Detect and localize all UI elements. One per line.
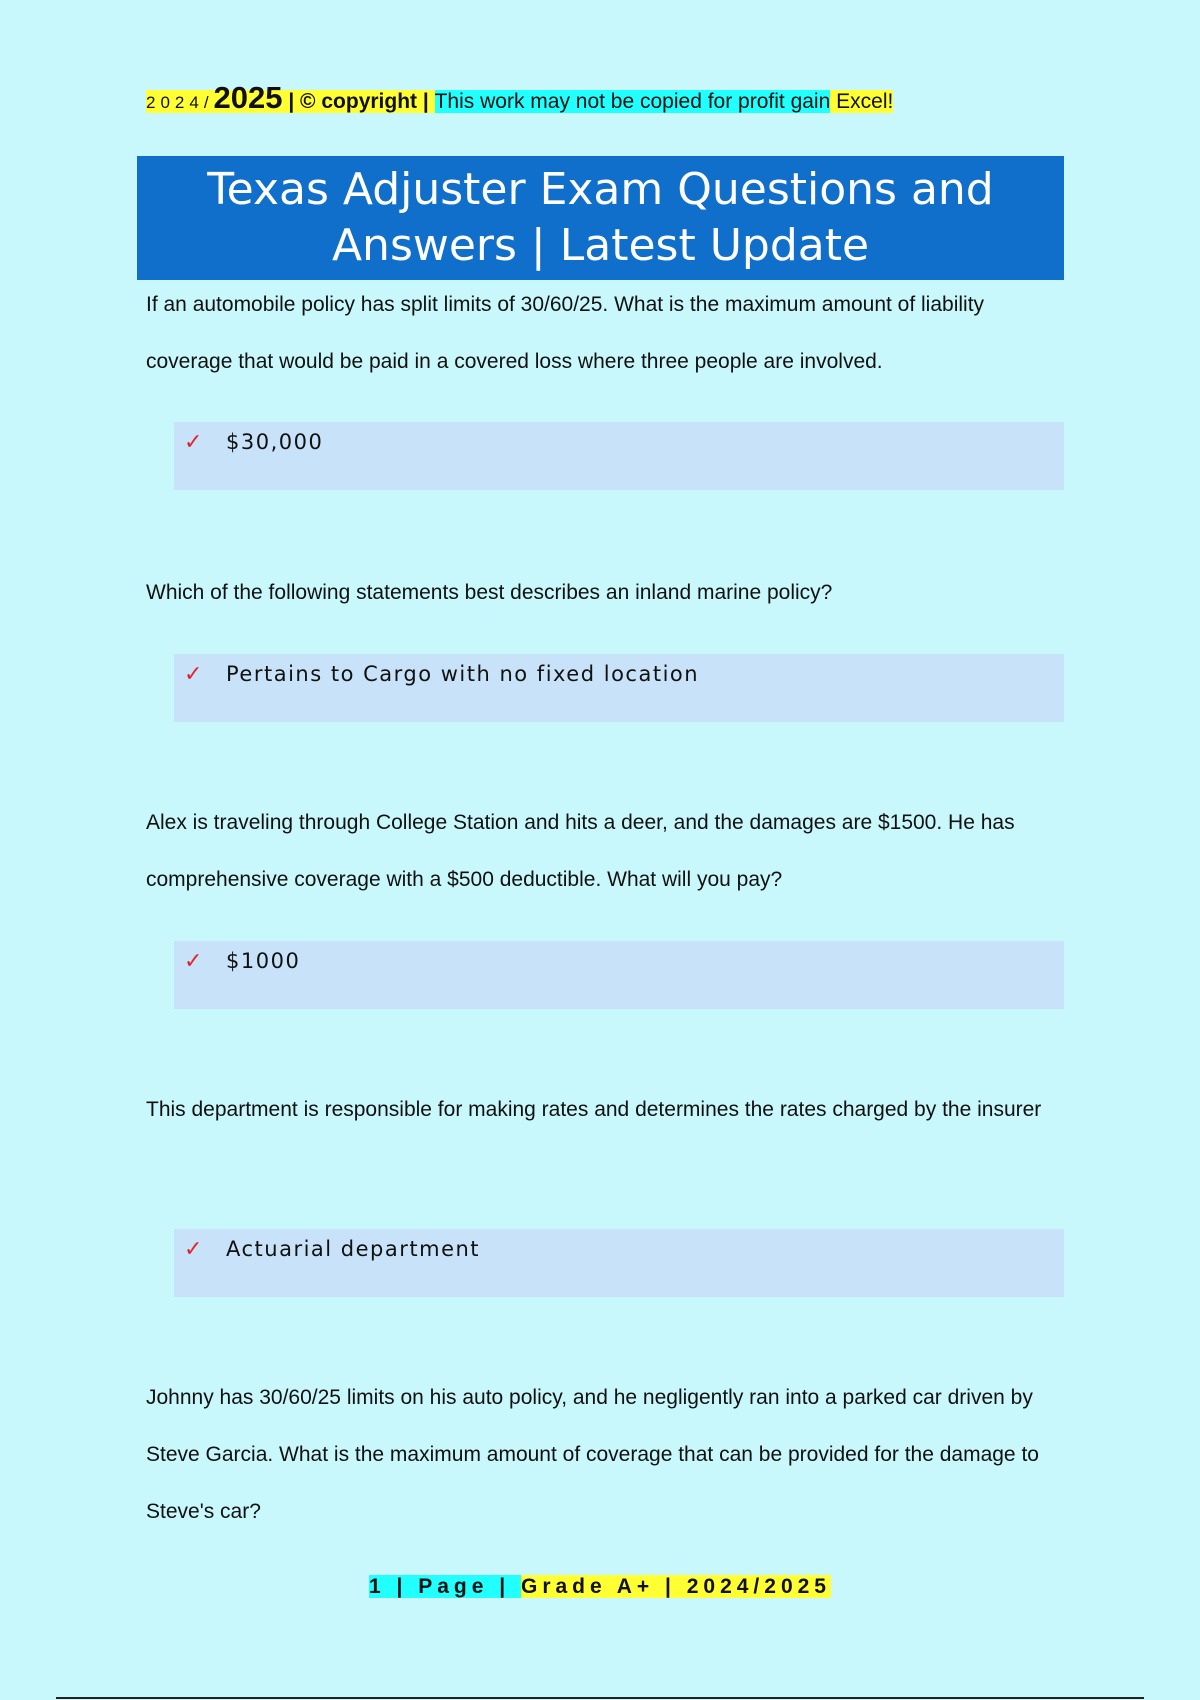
question-2: Which of the following statements best describes an inland marine policy? <box>146 581 833 604</box>
footer-grade: Grade A+ | 2024/ <box>520 1575 765 1598</box>
answer-2: Pertains to Cargo with no fixed location <box>226 662 700 686</box>
answer-4: Actuarial department <box>226 1237 481 1261</box>
answer-box-4 <box>174 1229 1064 1297</box>
answer-box-3 <box>174 941 1064 1009</box>
page-bottom-divider <box>56 1697 1144 1699</box>
question-3: Alex is traveling through College Station and hits a deer, and the damages are $1500. He has comprehensive coverage with a $500 deductible. What will you pay? <box>146 811 1015 891</box>
copyright-header <box>146 78 893 123</box>
check-icon: ✓ <box>184 429 203 454</box>
answer-3: $1000 <box>226 949 301 973</box>
title-line-1: Texas Adjuster Exam Questions and <box>207 164 994 215</box>
answer-box-1 <box>174 422 1064 490</box>
footer-year: 2025 <box>764 1575 831 1598</box>
check-icon: ✓ <box>184 661 203 686</box>
check-icon: ✓ <box>184 1236 203 1261</box>
page-footer <box>0 1572 1200 1602</box>
check-icon: ✓ <box>184 948 203 973</box>
header-notice: This work may not be copied for profit gain <box>434 90 831 113</box>
header-year: 2024/2025 | © copyright | <box>146 80 435 115</box>
question-4: This department is responsible for making rates and determines the rates charged by the insurer <box>146 1098 1042 1121</box>
answer-1: $30,000 <box>226 430 324 454</box>
question-1: If an automobile policy has split limits of 30/60/25. What is the maximum amount of liability coverage that would be paid in a covered loss where three people are involved. <box>146 293 985 373</box>
question-5: Johnny has 30/60/25 limits on his auto policy, and he negligently ran into a parked car driven by Steve Garcia. What is the maximum amount of coverage that can be provided for the damage to Steve's car? <box>146 1386 1039 1523</box>
title-line-2: Answers | Latest Update <box>331 220 870 271</box>
answer-box-2 <box>174 654 1064 722</box>
footer-page: 1 | Page | <box>369 1575 521 1598</box>
header-excel: Excel! <box>830 90 894 113</box>
header-copyright: | © copyright | <box>282 90 435 113</box>
document-title <box>137 156 1064 280</box>
